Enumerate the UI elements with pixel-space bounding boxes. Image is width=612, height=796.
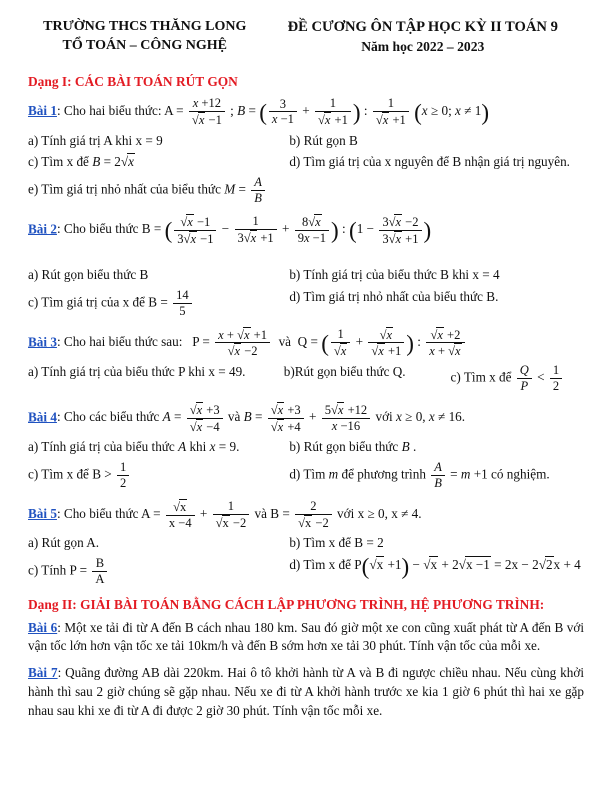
problem-1-part-d: d) Tìm giá trị của x nguyên để B nhận giá trị nguyên. — [289, 154, 570, 170]
problem-1-part-c: c) Tìm x để B = 2√x — [28, 154, 135, 170]
problem-1-part-a: a) Tính giá trị A khi x = 9 — [28, 132, 163, 148]
school-year: Năm học 2022 – 2023 — [361, 38, 485, 54]
problem-5-part-c: c) Tính P = $\frac{B}{A}$ — [28, 556, 289, 587]
problem-2-statement: : Cho biểu thức B = ( $\frac{√x -1}{3√x -1}$ − $\frac{1}{3√x +1}$ + $\frac{8√x}{9x -1}$ ) : (1 − $\frac{3√x -2}{3√x +1}$ ) — [56, 214, 432, 246]
problem-3 — [28, 327, 584, 394]
department-name: TỔ TOÁN – CÔNG NGHỆ — [62, 37, 227, 53]
problem-5 — [28, 499, 584, 587]
problem-2-part-a: a) Rút gọn biểu thức B — [28, 267, 149, 283]
problem-4-label: Bài 4 — [28, 409, 57, 425]
document-header — [28, 18, 584, 56]
problem-3-statement-row — [28, 327, 584, 360]
problem-7-label: Bài 7 — [28, 665, 58, 681]
problem-1-statement: : Cho hai biểu thức: A = $\frac{x +12}{√x -1}$ ; B = ( $\frac{3}{x -1}$ + $\frac{1}{√x +1}$ ) : $\frac{1}{√x +1}$ (x ≥ 0; x ≠ 1) — [56, 96, 490, 127]
problem-6-label: Bài 6 — [28, 619, 58, 635]
document-title: ĐỀ CƯƠNG ÔN TẬP HỌC KỲ II TOÁN 9 — [287, 19, 558, 35]
problem-7-statement-row — [28, 664, 584, 720]
problem-6 — [28, 619, 584, 656]
problem-1-statement-row — [28, 96, 584, 128]
problem-1-label: Bài 1 — [28, 102, 57, 118]
problem-4-statement-row — [28, 402, 584, 435]
problem-6-statement: : Một xe tải đi từ A đến B cách nhau 180 km. Sau đó giờ một xe con cũng xuất phát từ A đến B với vận tốc lớn hơn vận tốc xe tải 10km/h và đến B sớm hơn xe tải 30 phút. Tính vận tốc của mỗi xe. — [28, 619, 584, 654]
problem-5-label: Bài 5 — [28, 505, 57, 521]
problem-4-part-c: c) Tìm x để B > $\frac{1}{2}$ — [28, 460, 289, 491]
problem-5-parts — [28, 534, 584, 586]
problem-2-statement-row — [28, 214, 584, 247]
school-block — [28, 18, 262, 56]
problem-5-part-a: a) Rút gọn A. — [28, 535, 100, 551]
problem-5-part-d: d) Tìm x để P(√x +1) − √x + 2√x −1 = 2x − 2√2x + 4 — [289, 553, 581, 580]
problem-2-parts — [28, 266, 584, 318]
problem-3-parts — [28, 363, 584, 394]
school-name: TRƯỜNG THCS THĂNG LONG — [43, 19, 247, 34]
problem-1 — [28, 96, 584, 206]
problem-5-statement: : Cho biểu thức A = $\frac{√x}{x -4}$ + $\frac{1}{√x -2}$ và B = $\frac{2}{√x -2}$ với x ≥ 0, x ≠ 4. — [56, 498, 422, 530]
problem-1-part-e: e) Tìm giá trị nhỏ nhất của biểu thức M = $\frac{A}{B}$ — [28, 175, 584, 206]
section-1-heading: Dạng I: CÁC BÀI TOÁN RÚT GỌN — [28, 74, 238, 90]
problem-3-part-b: b)Rút gọn biểu thức Q. — [283, 364, 406, 380]
problem-4-statement: : Cho các biểu thức A = $\frac{√x +3}{√x -4}$ và B = $\frac{√x +3}{√x +4}$ + $\frac{5√x +12}{x -16}$ với x ≥ 0, x ≠ 16. — [56, 402, 466, 434]
problem-3-statement: : Cho hai biểu thức sau: P = $\frac{x + √x +1}{√x -2}$ và Q = ( $\frac{1}{√x}$ + $\frac{√x}{√x +1}$ ) : $\frac{√x +2}{x + √x}$ — [57, 334, 467, 349]
problem-4-part-b: b) Rút gọn biểu thức B . — [289, 439, 417, 455]
problem-4-parts — [28, 438, 584, 490]
problem-3-part-c: c) Tìm x để $\frac{Q}{P}$ < $\frac{1}{2}$ — [451, 363, 584, 394]
problem-1-parts — [28, 132, 584, 172]
problem-4 — [28, 402, 584, 491]
problem-5-part-b: b) Tìm x để B = 2 — [289, 535, 384, 551]
problem-3-label: Bài 3 — [28, 333, 57, 349]
problem-6-statement-row — [28, 619, 584, 656]
problem-2-part-b: b) Tính giá trị của biểu thức B khi x = 4 — [289, 267, 500, 283]
problem-5-statement-row — [28, 499, 584, 531]
problem-1-part-b: b) Rút gọn B — [289, 132, 358, 148]
problem-2 — [28, 214, 584, 319]
problem-4-part-d: d) Tìm m để phương trình $\frac{A}{B}$ = m +1 có nghiệm. — [289, 460, 550, 490]
problem-7-statement: : Quãng đường AB dài 220km. Hai ô tô khởi hành từ A và B đi ngược chiều nhau. Nếu cùng khởi hành thì sau 2 giờ chúng sẽ gặp nhau. Nếu xe đi từ A khởi hành trước xe kia 1 giờ 6 phút thì hai xe gặp nhau sau khi xe đi từ A đi được 2 giờ 30 phút. Tính vận tốc mỗi xe. — [28, 665, 585, 718]
problem-3-part-a: a) Tính giá trị của biểu thức P khi x = 49. — [28, 364, 246, 380]
section-2-heading: Dạng II: GIẢI BÀI TOÁN BẰNG CÁCH LẬP PHƯƠNG TRÌNH, HỆ PHƯƠNG TRÌNH: — [28, 596, 545, 612]
problem-2-part-c: c) Tìm giá trị của x để B = $\frac{14}{5}$ — [28, 288, 289, 319]
problem-4-part-a: a) Tính giá trị của biểu thức A khi x = 9. — [28, 439, 240, 455]
title-block — [262, 18, 584, 56]
problem-2-part-d: d) Tìm giá trị nhỏ nhất của biểu thức B. — [289, 289, 499, 305]
problem-7 — [28, 664, 584, 720]
problem-2-label: Bài 2 — [28, 221, 57, 237]
